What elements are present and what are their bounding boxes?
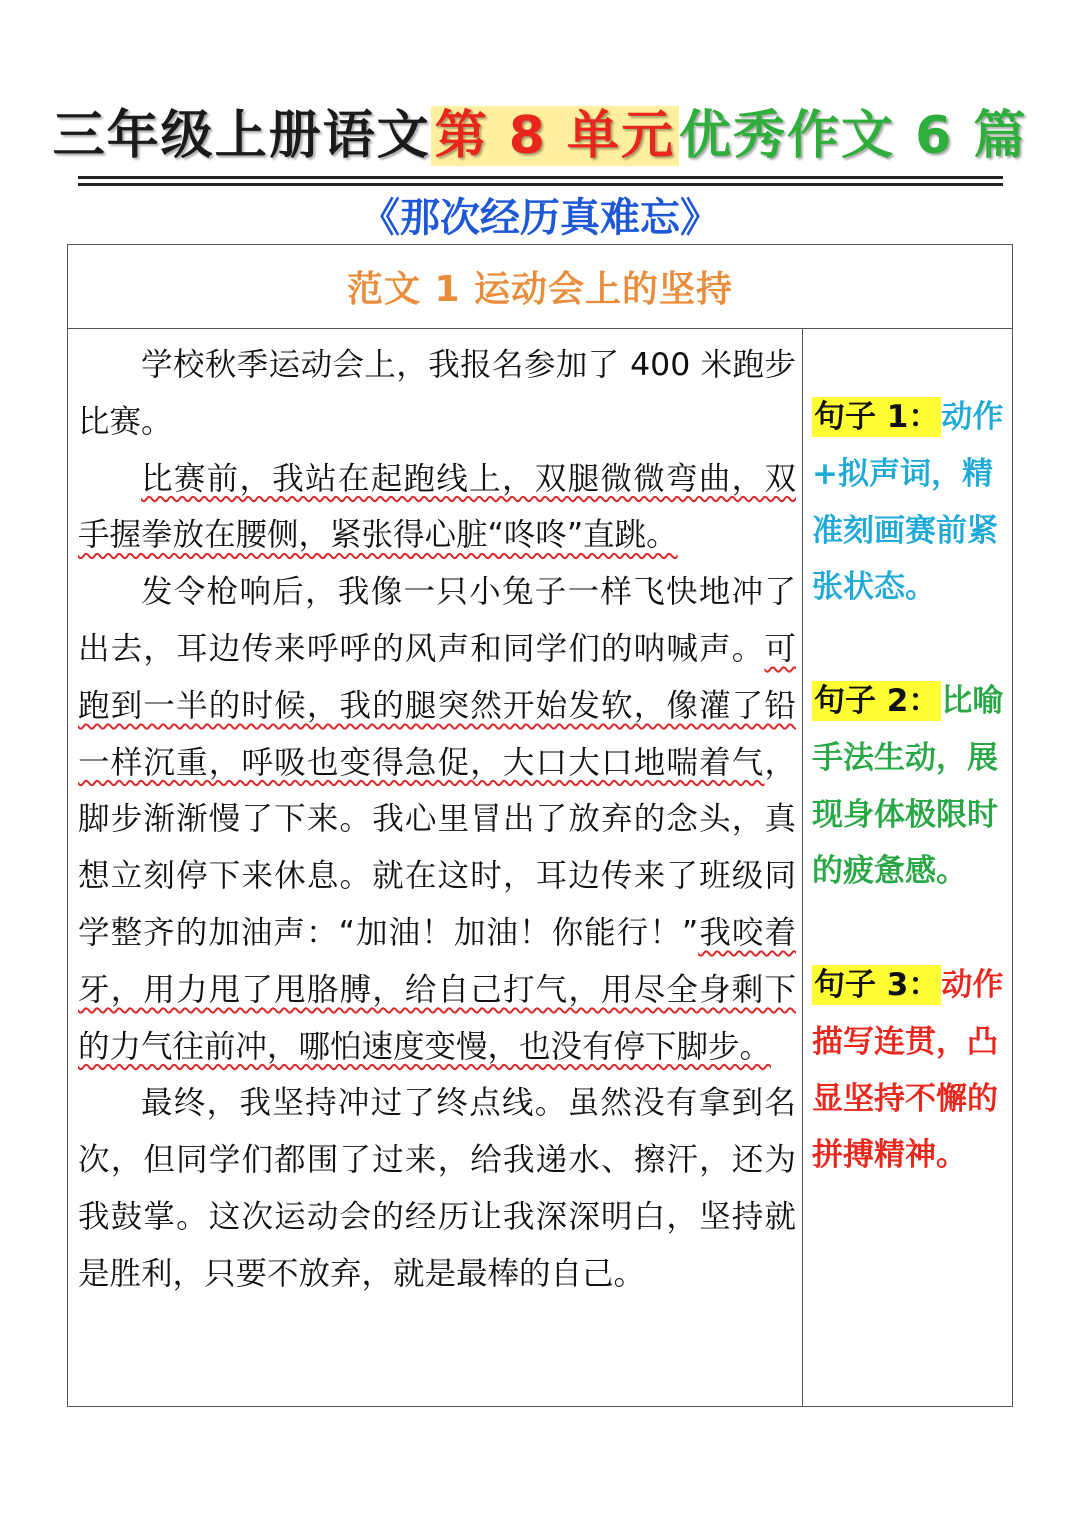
annotation-2 — [812, 673, 1008, 900]
page-subtitle: 《那次经历真难忘》 — [360, 195, 720, 241]
annotation-text: 动作+拟声词，精准刻画赛前紧张状态。 — [812, 399, 1004, 606]
highlighted-sentence-3: 我咬着牙，用力甩了甩胳膊，给自己打气，用尽全身剩下的力气往前冲，哪怕速度变慢，也没有停下脚步。 — [78, 914, 796, 1065]
annotation-tag: 句子 2： — [814, 683, 940, 719]
title-part-unit: 第 8 单元 — [431, 106, 679, 166]
title-double-rule — [78, 176, 1003, 186]
essay-text: ，脚步渐渐慢了下来。我心里冒出了放弃的念头，真想立刻停下来休息。就在这时，耳边传来了班级同学整齐的加油声：“加油！加油！你能行！” — [78, 744, 796, 951]
annotation-tag: 句子 3： — [814, 967, 940, 1003]
annotation-1 — [812, 389, 1008, 616]
annotation-tag: 句子 1： — [814, 399, 940, 435]
essay-paragraph-2 — [78, 451, 796, 565]
highlighted-sentence-1: 比赛前，我站在起跑线上，双腿微微弯曲，双手握拳放在腰侧，紧张得心脏“咚咚”直跳。 — [78, 460, 796, 554]
essay-body — [78, 337, 796, 1303]
column-divider — [802, 329, 803, 1406]
annotation-3 — [812, 957, 1008, 1184]
essay-table — [67, 244, 1013, 1407]
essay-heading: 范文 1 运动会上的坚持 — [346, 269, 734, 310]
page-title — [0, 100, 1080, 172]
highlighted-sentence-2: 可跑到一半的时候，我的腿突然开始发软，像灌了铅一样沉重，呼吸也变得急促，大口大口地喘着气 — [78, 630, 796, 781]
title-part-essays: 优秀作文 6 篇 — [679, 106, 1028, 166]
essay-text: 发令枪响后，我像一只小兔子一样飞快地冲了出去，耳边传来呼呼的风声和同学们的呐喊声。 — [78, 574, 796, 667]
essay-paragraph-1: 学校秋季运动会上，我报名参加了 400 米跑步比赛。 — [78, 347, 796, 440]
annotation-text: 比喻手法生动，展现身体极限时的疲惫感。 — [812, 683, 1004, 890]
title-part-grade: 三年级上册语文 — [52, 106, 431, 166]
essay-paragraph-3 — [78, 564, 796, 1075]
essay-paragraph-4: 最终，我坚持冲过了终点线。虽然没有拿到名次，但同学们都围了过来，给我递水、擦汗，还为我鼓掌。这次运动会的经历让我深深明白，坚持就是胜利，只要不放弃，就是最棒的自己。 — [78, 1085, 796, 1292]
annotation-text: 动作描写连贯，凸显坚持不懈的拼搏精神。 — [812, 967, 1004, 1174]
essay-heading-row — [68, 245, 1012, 329]
